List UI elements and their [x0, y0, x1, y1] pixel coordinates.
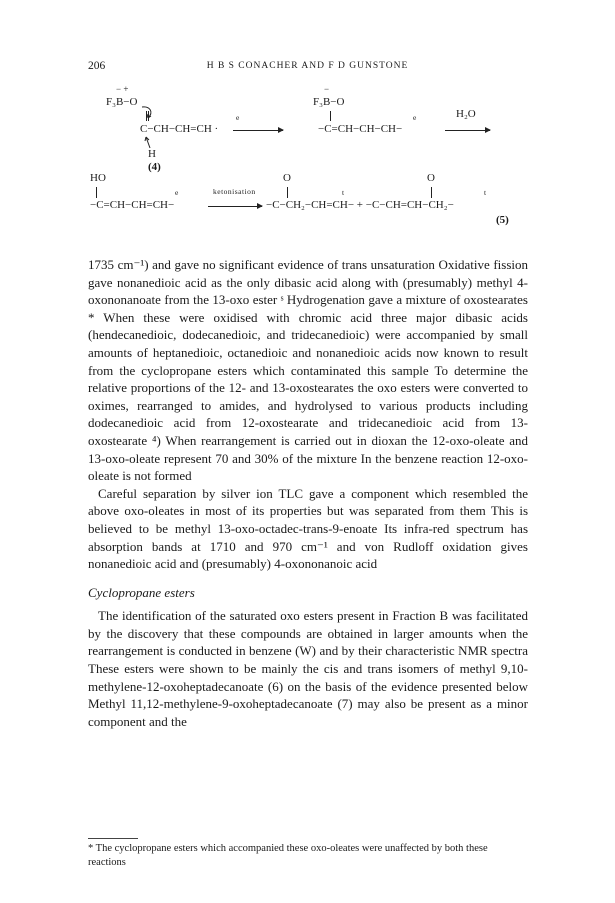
electron-arrow-icon	[140, 104, 160, 122]
label-e3: e	[175, 188, 179, 197]
double-bond-line	[148, 111, 149, 121]
compound-label-4: (4)	[148, 161, 161, 173]
chain-bottom-mid: −C−CH₂−CH=CH− + −C−CH=CH−CH₂−	[266, 199, 454, 211]
chain-left: C−CH−CH=CH ·	[140, 123, 219, 135]
paragraph-2: Careful separation by silver ion TLC gave a component which resembled the above oxo-oleates in most of its properties but was separated from them This is believed to be methyl 13-oxo-octadec-trans-9-enoate Its infra-red spectrum has absorption bands at 1710 and 970 cm⁻¹ and von Rudloff oxidation gives nonanedioic acid and (presumably) 4-oxononanoic acid	[88, 485, 528, 572]
footnote-rule	[88, 838, 138, 839]
minus-sign: −	[324, 84, 330, 94]
h2o-label: H₂O	[456, 108, 476, 120]
section-heading: Cyclopropane esters	[88, 584, 195, 600]
bond-line	[330, 111, 331, 121]
double-bond-line	[146, 111, 147, 121]
chain-bottom-left: −C=CH−CH=CH−	[90, 199, 175, 211]
o-right: O	[427, 172, 435, 184]
bond-line	[431, 187, 432, 198]
running-title: H B S CONACHER AND F D GUNSTONE	[206, 61, 409, 71]
chain-right: −C=CH−CH−CH−	[318, 123, 403, 135]
reaction-arrow	[208, 206, 262, 207]
bf3-right: F₃B−O	[313, 96, 345, 108]
footnote: * The cyclopropane esters which accompanied these oxo-oleates were unaffected by both these reactions	[88, 843, 488, 868]
label-t2: t	[484, 188, 487, 197]
ho-label: HO	[90, 172, 106, 184]
o-mid: O	[283, 172, 291, 184]
label-e1: e	[236, 113, 240, 122]
reaction-arrow	[233, 130, 283, 131]
bond-line	[287, 187, 288, 198]
page-number: 206	[88, 60, 106, 72]
label-t1: t	[342, 188, 345, 197]
reaction-arrow	[445, 130, 490, 131]
h-label: H	[148, 148, 156, 160]
ketonisation-label: ketonisation	[213, 187, 256, 196]
paragraph-1: 1735 cm⁻¹) and gave no significant evidence of trans unsaturation Oxidative fission gave nonanedioic acid as the only dibasic acid along with (presumably) methyl 4-oxononanoate from the 13-oxo ester ˢ Hydrogenation gave a mixture of oxostearates * When these were oxidised with chromic acid three major dibasic acids (hendecanedioic, dodecanedioic, and tridecanedioic) were accompanied by small amounts of heptanedioic, octanedioic and nonanedioic acids now known to result from the cyclopropane esters which contaminated this sample To determine the relative proportions of the 12- and 13-oxostearates the oxo esters were converted to oximes, rearranged to amides, and hydrolysed to various products including dodecanedioic acid from 12-oxostearate and tridecanedioic acid from 13-oxostearate ⁴) When rearrangement is carried out in dioxan the 12-oxo-oleate and 13-oxo-oleate represent 70 and 30% of the mixture In the benzene reaction 12-oxo-oleate is not formed	[88, 257, 528, 484]
paragraph-3: The identification of the saturated oxo esters present in Fraction B was facilitated by the discovery that these compounds are obtained in larger amounts when the rearrangement is conducted in benzene (W) and by their characteristic NMR spectra These esters were shown to be mainly the cis and trans isomers of methyl 9,10-methylene-12-oxoheptadecanoate (6) on the basis of the evidence presented below Methyl 11,12-methylene-9-oxoheptadecanoate (7) may also be present as a minor component and the	[88, 608, 528, 729]
bf3-left: F₃B−O	[106, 96, 138, 108]
compound-label-5: (5)	[496, 214, 509, 226]
body-text	[88, 256, 528, 730]
label-e2: e	[413, 113, 417, 122]
charge-signs: − +	[116, 84, 129, 94]
bond-line	[96, 187, 97, 198]
